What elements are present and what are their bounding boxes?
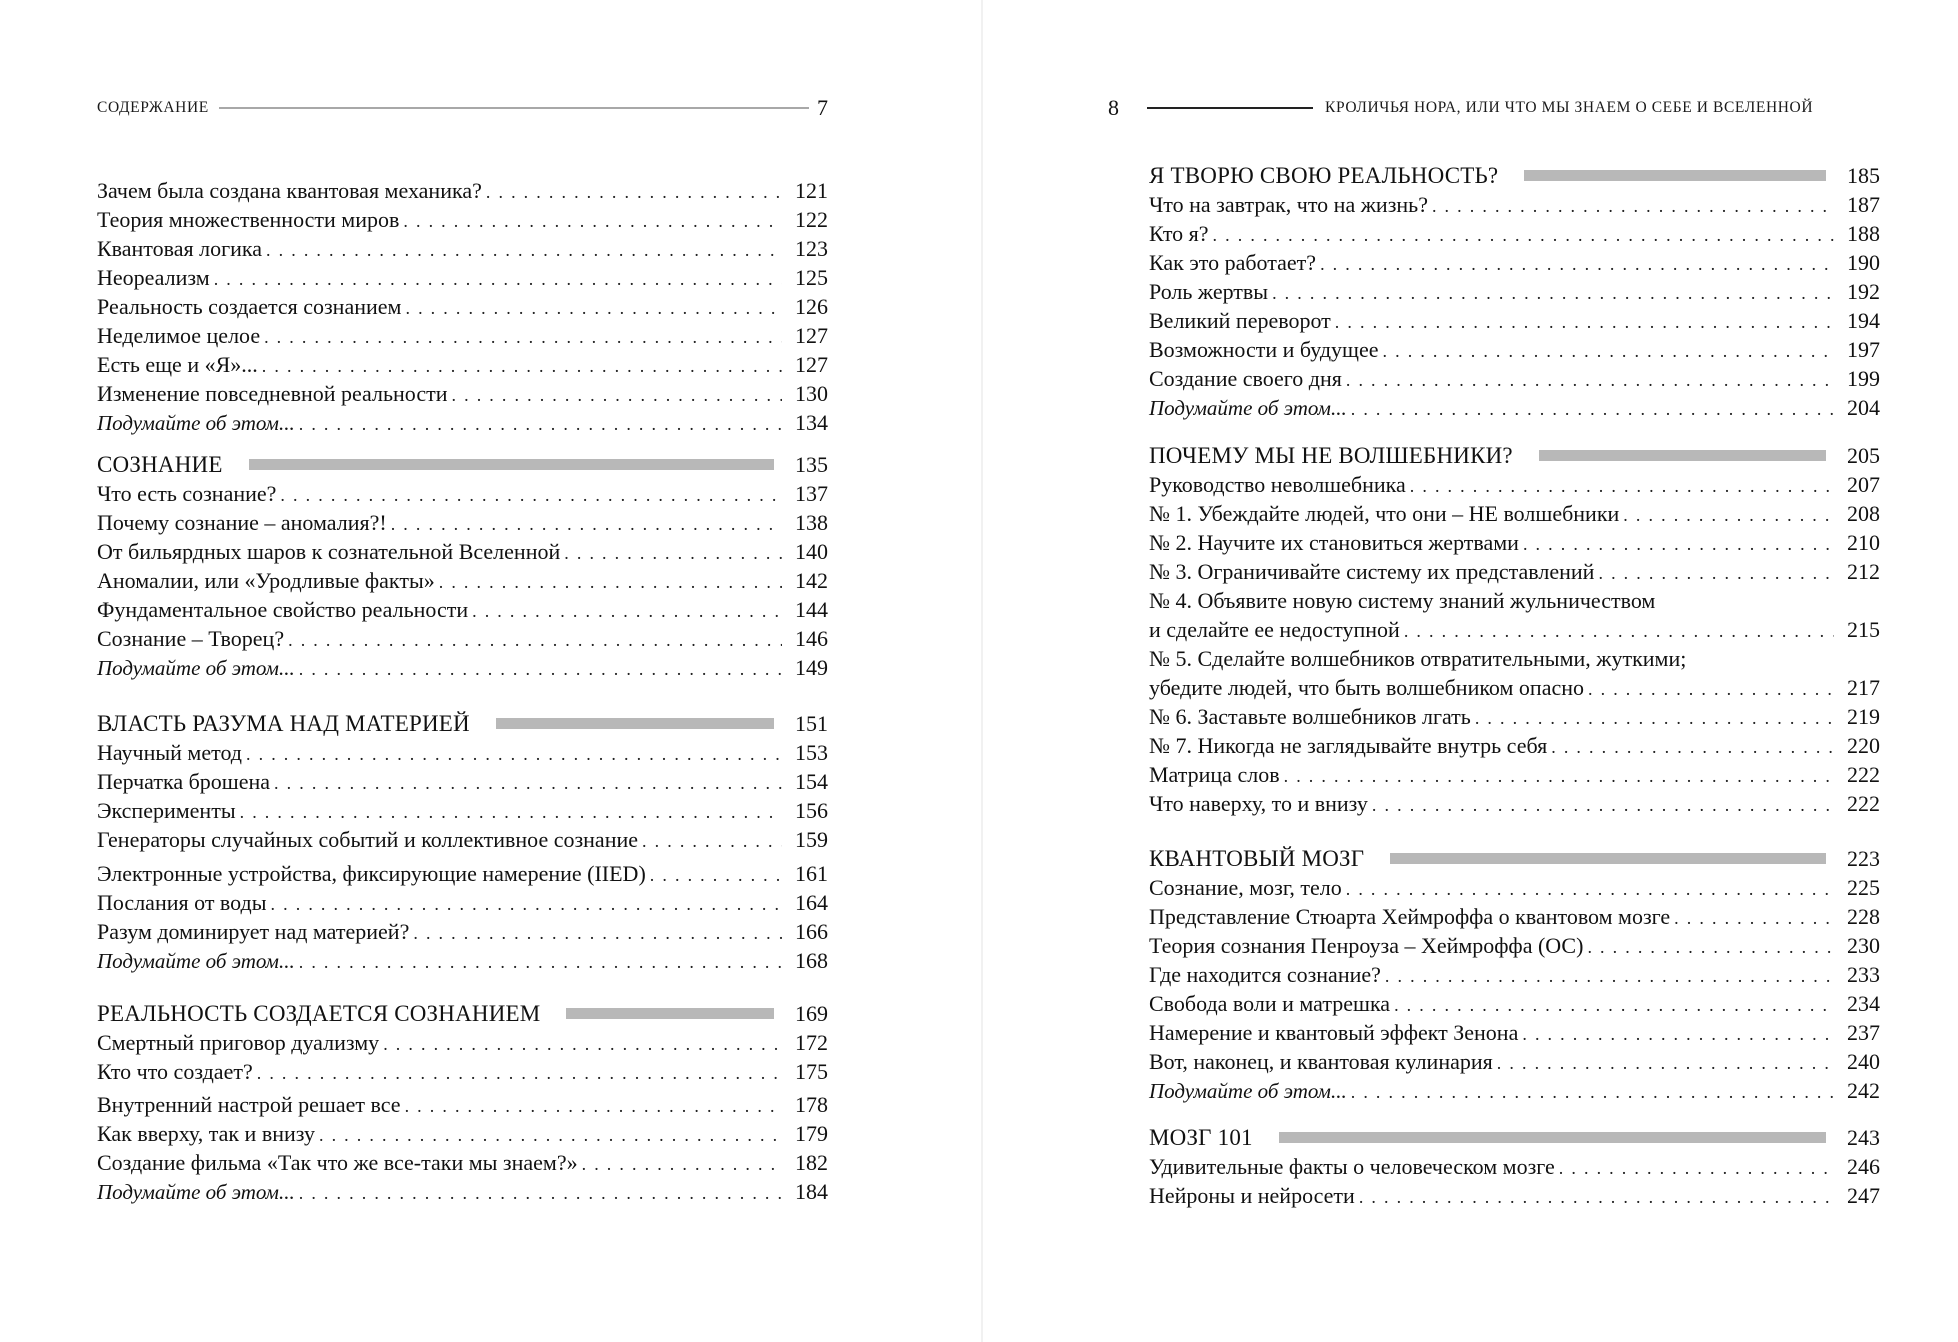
entry-title: Послания от воды [97,890,267,915]
page-ref: 135 [795,452,828,477]
page-ref: 168 [795,948,828,973]
dot-leader [1346,875,1834,904]
dot-leader [452,381,783,410]
page-ref: 223 [1847,846,1880,871]
entry-title: Смертный приговор дуализму [97,1030,380,1055]
entry-title: Неделимое целое [97,323,261,348]
page-ref: 247 [1847,1183,1880,1208]
entry-title: Матрица слов [1149,762,1280,787]
dot-leader [1588,675,1834,704]
page-ref: 234 [1847,991,1880,1016]
entry-title: Реальность создается сознанием [97,294,402,319]
dot-leader [274,769,782,798]
page-ref: 130 [795,381,828,406]
dot-leader [405,294,782,323]
page-number: 8 [1108,95,1119,120]
page-ref: 210 [1847,530,1880,555]
page-ref: 169 [795,1001,828,1026]
dot-leader [262,352,782,381]
toc-entry[interactable] [97,292,828,321]
book-gutter [981,0,983,1342]
entry-title: Нейроны и нейросети [1149,1183,1355,1208]
toc-entry[interactable] [97,624,828,653]
page-ref: 172 [795,1030,828,1055]
dot-leader [1394,991,1834,1020]
entry-title: № 4. Объявите новую систему знаний жульничеством [1149,588,1656,613]
page-ref: 207 [1847,472,1880,497]
section-title: РЕАЛЬНОСТЬ СОЗДАЕТСЯ СОЗНАНИЕМ [97,1001,541,1026]
entry-title: Теория сознания Пенроуза – Хеймроффа (ОС) [1149,933,1584,958]
toc-entry[interactable] [97,1057,828,1086]
entry-title: Перчатка брошена [97,769,271,794]
page-ref: 212 [1847,559,1880,584]
toc-entry[interactable] [97,859,828,888]
page-ref: 199 [1847,366,1880,391]
page-ref: 225 [1847,875,1880,900]
dot-leader [1213,221,1834,250]
toc-entry[interactable] [97,234,828,263]
entry-title: Фундаментальное свойство реальности [97,597,469,622]
left-running-head [97,94,828,122]
dot-leader [1272,279,1834,308]
entry-title: № 6. Заставьте волшебников лгать [1149,704,1471,729]
dot-leader [1320,250,1834,279]
page-ref: 187 [1847,192,1880,217]
dot-leader [472,597,782,626]
entry-title: Аномалии, или «Уродливые факты» [97,568,435,593]
dot-leader [1475,704,1834,733]
page-ref: 156 [795,798,828,823]
page-ref: 134 [795,410,828,435]
page-ref: 122 [795,207,828,232]
page-ref: 127 [795,323,828,348]
entry-title: и сделайте ее недоступной [1149,617,1400,642]
page-ref: 220 [1847,733,1880,758]
toc-entry[interactable] [1149,1181,1880,1210]
dot-leader [1623,501,1834,530]
dot-leader [299,948,782,977]
entry-title: Создание фильма «Так что же все-таки мы знаем?» [97,1150,578,1175]
page-ref: 237 [1847,1020,1880,1045]
page-ref: 190 [1847,250,1880,275]
toc-entry[interactable] [1149,702,1880,731]
entry-title: убедите людей, что быть волшебником опасно [1149,675,1584,700]
entry-title: Великий переворот [1149,308,1331,333]
entry-title: Где находится сознание? [1149,962,1381,987]
running-head-rule [219,107,809,109]
toc-entry[interactable] [1149,960,1880,989]
page-number: 7 [817,95,828,120]
dot-leader [405,1092,782,1121]
entry-title: Научный метод [97,740,242,765]
toc-entry[interactable] [1149,760,1880,789]
toc-entry[interactable] [97,767,828,796]
entry-title: Что наверху, то и внизу [1149,791,1368,816]
toc-entry[interactable] [97,508,828,537]
entry-title: Что есть сознание? [97,481,277,506]
dot-leader [280,481,782,510]
page-ref: 175 [795,1059,828,1084]
toc-entry[interactable] [97,176,828,205]
entry-title: Возможности и будущее [1149,337,1379,362]
toc-entry[interactable] [1149,644,1880,673]
page-ref: 151 [795,711,828,736]
entry-title: От бильярдных шаров к сознательной Вселенной [97,539,561,564]
page-ref: 125 [795,265,828,290]
dot-leader [1346,366,1834,395]
toc-entry[interactable] [97,738,828,767]
entry-title: Неореализм [97,265,210,290]
dot-leader [564,539,782,568]
dot-leader [299,410,782,439]
section-bar [1524,170,1826,181]
dot-leader [1351,1078,1834,1107]
page-ref: 154 [795,769,828,794]
page-ref: 205 [1847,443,1880,468]
page-ref: 219 [1847,704,1880,729]
page-ref: 146 [795,626,828,651]
entry-title: Есть еще и «Я»... [97,352,258,377]
entry-title: Разум доминирует над материей? [97,919,410,944]
running-head-title: КРОЛИЧЬЯ НОРА, ИЛИ ЧТО МЫ ЗНАЕМ О СЕБЕ И ВСЕЛЕННОЙ [1325,99,1814,116]
entry-title: № 7. Никогда не заглядывайте внутрь себя [1149,733,1548,758]
entry-title: Что на завтрак, что на жизнь? [1149,192,1428,217]
page-ref: 178 [795,1092,828,1117]
running-head-title: СОДЕРЖАНИЕ [97,99,209,116]
page-ref: 233 [1847,962,1880,987]
entry-title: Подумайте об этом... [97,411,295,435]
left-page [97,0,828,1342]
toc-section-heading[interactable] [97,450,828,479]
entry-title: Кто что создает? [97,1059,253,1084]
entry-title: Подумайте об этом... [1149,1079,1347,1103]
toc-entry[interactable] [97,796,828,825]
toc-entry[interactable] [1149,989,1880,1018]
dot-leader [257,1059,782,1088]
toc-entry[interactable] [1149,219,1880,248]
entry-title: Электронные устройства, фиксирующие намерение (IIED) [97,861,646,886]
entry-title: Подумайте об этом... [97,949,295,973]
dot-leader [1522,1020,1834,1049]
toc-entry[interactable] [1149,528,1880,557]
toc-entry[interactable] [1149,1076,1880,1105]
dot-leader [1587,933,1834,962]
entry-title: № 3. Ограничивайте систему их представлений [1149,559,1595,584]
page-ref: 242 [1847,1078,1880,1103]
page-ref: 230 [1847,933,1880,958]
toc-entry[interactable] [97,263,828,292]
toc-entry[interactable] [1149,931,1880,960]
page-ref: 240 [1847,1049,1880,1074]
dot-leader [1551,733,1834,762]
toc-section-heading[interactable] [1149,1123,1880,1152]
page-ref: 144 [795,597,828,622]
entry-title: Зачем была создана квантовая механика? [97,178,482,203]
toc-entry[interactable] [1149,615,1880,644]
entry-title: Руководство неволшебника [1149,472,1406,497]
toc-entry[interactable] [97,537,828,566]
dot-leader [299,655,782,684]
toc-entry[interactable] [97,888,828,917]
toc-entry[interactable] [1149,557,1880,586]
toc-entry[interactable] [1149,499,1880,528]
dot-leader [264,323,782,352]
toc-entry[interactable] [1149,364,1880,393]
entry-title: Свобода воли и матрешка [1149,991,1391,1016]
page-ref: 159 [795,827,828,852]
toc-entry[interactable] [97,321,828,350]
section-title: ВЛАСТЬ РАЗУМА НАД МАТЕРИЕЙ [97,711,470,736]
section-title: СОЗНАНИЕ [97,452,223,477]
dot-leader [1284,762,1834,791]
page-ref: 222 [1847,791,1880,816]
dot-leader [486,178,782,207]
entry-title: Как вверху, так и внизу [97,1121,315,1146]
section-title: Я ТВОРЮ СВОЮ РЕАЛЬНОСТЬ? [1149,163,1499,188]
page-ref: 217 [1847,675,1880,700]
page-ref: 222 [1847,762,1880,787]
toc-section-heading[interactable] [1149,161,1880,190]
section-bar [1539,450,1826,461]
toc-entry[interactable] [1149,586,1880,615]
page-ref: 140 [795,539,828,564]
right-running-head [1108,94,1880,122]
entry-title: Представление Стюарта Хеймроффа о квантовом мозге [1149,904,1671,929]
page-ref: 161 [795,861,828,886]
entry-title: Подумайте об этом... [1149,396,1347,420]
entry-title: Сознание – Творец? [97,626,285,651]
page-ref: 192 [1847,279,1880,304]
dot-leader [1372,791,1834,820]
dot-leader [383,1030,782,1059]
toc-entry[interactable] [97,408,828,437]
toc-entry[interactable] [1149,393,1880,422]
entry-title: Квантовая логика [97,236,263,261]
toc-entry[interactable] [1149,731,1880,760]
page-ref: 185 [1847,163,1880,188]
entry-title: № 1. Убеждайте людей, что они – НЕ волшебники [1149,501,1620,526]
page-ref: 121 [795,178,828,203]
running-head-rule [1147,107,1313,109]
entry-title: Удивительные факты о человеческом мозге [1149,1154,1555,1179]
entry-title: Вот, наконец, и квантовая кулинария [1149,1049,1493,1074]
entry-title: Внутренний настрой решает все [97,1092,401,1117]
page-ref: 149 [795,655,828,680]
page-ref: 194 [1847,308,1880,333]
entry-title: Сознание, мозг, тело [1149,875,1342,900]
page-ref: 127 [795,352,828,377]
toc-entry[interactable] [1149,789,1880,818]
dot-leader [642,827,782,856]
section-bar [249,459,774,470]
toc-entry[interactable] [1149,1047,1880,1076]
page-ref: 164 [795,890,828,915]
toc-section-heading[interactable] [97,709,828,738]
dot-leader [1385,962,1834,991]
dot-leader [439,568,782,597]
section-title: ПОЧЕМУ МЫ НЕ ВОЛШЕБНИКИ? [1149,443,1513,468]
section-bar [1390,853,1826,864]
toc-entry[interactable] [97,595,828,624]
toc-entry[interactable] [97,1090,828,1119]
entry-title: Подумайте об этом... [97,656,295,680]
entry-title: Как это работает? [1149,250,1317,275]
toc-entry[interactable] [1149,1152,1880,1181]
section-title: КВАНТОВЫЙ МОЗГ [1149,846,1365,871]
dot-leader [1410,472,1834,501]
section-bar [496,718,774,729]
toc-entry[interactable] [97,566,828,595]
dot-leader [1351,395,1834,424]
dot-leader [1523,530,1834,559]
toc-entry[interactable] [1149,1018,1880,1047]
toc-entry[interactable] [97,350,828,379]
page-ref: 138 [795,510,828,535]
toc-entry[interactable] [97,946,828,975]
page-ref: 228 [1847,904,1880,929]
entry-title: Подумайте об этом... [97,1180,295,1204]
toc-entry[interactable] [97,379,828,408]
toc-entry[interactable] [1149,873,1880,902]
page-ref: 142 [795,568,828,593]
dot-leader [1404,617,1834,646]
dot-leader [319,1121,782,1150]
toc-entry[interactable] [1149,248,1880,277]
dot-leader [214,265,782,294]
entry-title: Создание своего дня [1149,366,1342,391]
page-ref: 153 [795,740,828,765]
page-ref: 123 [795,236,828,261]
entry-title: Генераторы случайных событий и коллективное сознание [97,827,639,852]
page-ref: 166 [795,919,828,944]
page-ref: 179 [795,1121,828,1146]
dot-leader [1598,559,1834,588]
section-bar [566,1008,774,1019]
right-page [1108,0,1880,1342]
toc-entry[interactable] [97,1119,828,1148]
page-ref: 126 [795,294,828,319]
page-ref: 197 [1847,337,1880,362]
toc-section-heading[interactable] [1149,844,1880,873]
toc-entry[interactable] [97,479,828,508]
page-ref: 243 [1847,1125,1880,1150]
page-ref: 208 [1847,501,1880,526]
toc-entry[interactable] [1149,190,1880,219]
dot-leader [1359,1183,1834,1212]
entry-title: Теория множественности миров [97,207,400,232]
toc-entry[interactable] [97,825,828,854]
toc-entry[interactable] [97,205,828,234]
toc-entry[interactable] [97,1177,828,1206]
dot-leader [246,740,782,769]
entry-title: Почему сознание – аномалия?! [97,510,387,535]
dot-leader [240,798,782,827]
toc-entry[interactable] [1149,335,1880,364]
dot-leader [271,890,782,919]
page-ref: 204 [1847,395,1880,420]
dot-leader [1497,1049,1834,1078]
dot-leader [299,1179,782,1208]
entry-title: Эксперименты [97,798,236,823]
page-ref: 215 [1847,617,1880,642]
entry-title: Роль жертвы [1149,279,1269,304]
entry-title: № 5. Сделайте волшебников отвратительными, жуткими; [1149,646,1687,671]
entry-title: Намерение и квантовый эффект Зенона [1149,1020,1519,1045]
toc-entry[interactable] [97,917,828,946]
toc-entry[interactable] [97,1148,828,1177]
dot-leader [1432,192,1834,221]
toc-entry[interactable] [1149,673,1880,702]
page-ref: 246 [1847,1154,1880,1179]
toc-section-heading[interactable] [1149,441,1880,470]
entry-title: № 2. Научите их становиться жертвами [1149,530,1519,555]
dot-leader [391,510,782,539]
toc-entry[interactable] [1149,902,1880,931]
page-ref: 184 [795,1179,828,1204]
dot-leader [403,207,782,236]
dot-leader [1674,904,1834,933]
dot-leader [413,919,782,948]
page-ref: 182 [795,1150,828,1175]
entry-title: Изменение повседневной реальности [97,381,448,406]
toc-section-heading[interactable] [97,999,828,1028]
entry-title: Кто я? [1149,221,1209,246]
section-bar [1279,1132,1826,1143]
dot-leader [1383,337,1834,366]
dot-leader [288,626,782,655]
toc-entry[interactable] [1149,470,1880,499]
dot-leader [650,861,782,890]
toc-entry[interactable] [1149,306,1880,335]
dot-leader [1335,308,1834,337]
dot-leader [266,236,782,265]
toc-entry[interactable] [97,653,828,682]
dot-leader [1559,1154,1834,1183]
section-title: МОЗГ 101 [1149,1125,1253,1150]
page-ref: 188 [1847,221,1880,246]
toc-entry[interactable] [1149,277,1880,306]
dot-leader [582,1150,782,1179]
page-ref: 137 [795,481,828,506]
toc-entry[interactable] [97,1028,828,1057]
